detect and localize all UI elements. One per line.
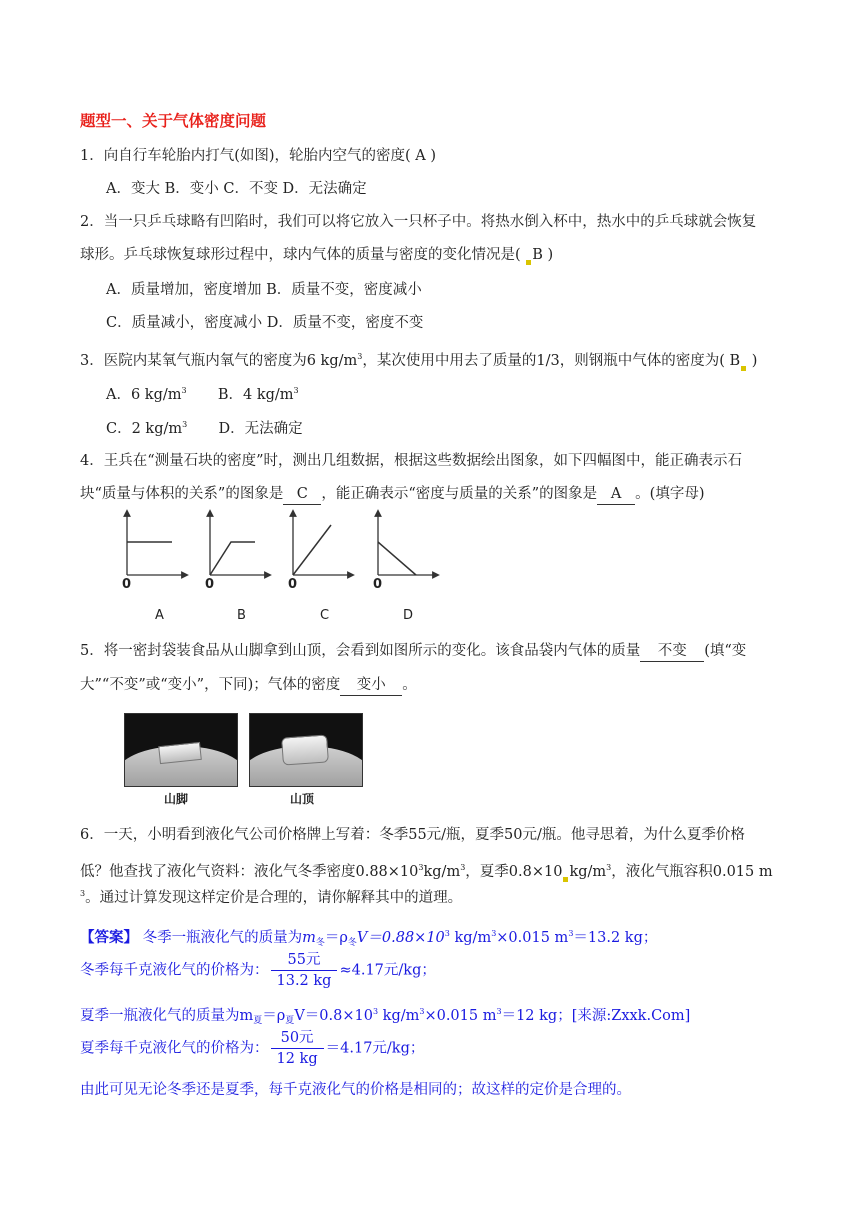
fraction-denominator: 13.2 kg <box>276 973 332 989</box>
answer-1-sub: 冬 <box>315 938 325 948</box>
q5-line2 <box>80 675 417 696</box>
q4-graphs <box>110 505 450 605</box>
answer-3-sub-rho: 夏 <box>285 1016 295 1026</box>
q5-line1-a: 5．将一密封袋装食品从山脚拿到山顶，会看到如图所示的变化。该食品袋内气体的质量 <box>80 643 641 659</box>
answer-1f: ＝13.2 kg； <box>573 930 658 946</box>
answer-3b: ＝ρ <box>262 1008 286 1024</box>
graph-d-origin: 0 <box>373 577 383 592</box>
q4-line2-b: ，能正确表示“密度与质量的关系”的图象是 <box>321 486 598 502</box>
exponent: 3 <box>181 386 187 395</box>
fraction-denominator: 12 kg <box>276 1051 318 1067</box>
answer-1e: ×0.015 m <box>496 930 569 946</box>
q6-line2-e: ，液化气瓶容积0.015 m <box>611 864 773 880</box>
photo2-caption: 山顶 <box>290 792 315 806</box>
q6-line1: 6．一天，小明看到液化气公司价格牌上写着：冬季55元/瓶，夏季50元/瓶。他寻思着，为什么夏季价格 <box>80 827 745 843</box>
answer-4a: 夏季每千克液化气的价格为： <box>80 1040 269 1057</box>
q2-line1: 2．当一只乒乓球略有凹陷时，我们可以将它放入一只杯子中。将热水倒入杯中，热水中的乒乓球就会恢复 <box>80 214 757 230</box>
q5-line1-b: (填“变 <box>704 643 747 659</box>
marker-square <box>526 260 531 265</box>
answer-conclusion: 由此可见无论冬季还是夏季，每千克液化气的价格是相同的；故这样的定价是合理的。 <box>80 1082 631 1098</box>
answer-1c: V＝0.88×10 <box>356 930 445 946</box>
answer-2b: ≈4.17元/kg； <box>339 962 436 979</box>
q3-stem-c: ) <box>747 353 758 369</box>
graph-a-label: A <box>155 608 164 623</box>
exponent: 3 <box>293 386 299 395</box>
exponent: 3 <box>491 929 497 938</box>
q3-option-b: B．4 kg/m <box>217 387 294 403</box>
q4-line1: 4．王兵在“测量石块的密度”时，测出几组数据，根据这些数据绘出图象，如下四幅图中，能正确表示石 <box>80 453 743 469</box>
q4-answer-2: A <box>597 484 635 505</box>
q3-option-c: C．2 kg/m <box>106 421 183 437</box>
answer-3f: ＝12 kg；[来源:Zxxk.Com] <box>501 1008 691 1024</box>
exponent: 3 <box>444 929 450 938</box>
answer-2a: 冬季每千克液化气的价格为： <box>80 962 269 979</box>
q6-line2-b: kg/m <box>423 864 461 880</box>
q2-options-2: C．质量减小，密度减小 D．质量不变，密度不变 <box>106 315 424 331</box>
q4-line2-a: 块“质量与体积的关系”的图象是 <box>80 486 284 502</box>
q2-answer: B <box>532 247 543 263</box>
answer-3e: ×0.015 m <box>424 1008 497 1024</box>
q5-line1 <box>80 641 746 662</box>
q6-line3 <box>80 884 462 908</box>
fraction-winter <box>271 950 338 991</box>
q2-stem: 球形。乒乓球恢复球形过程中，球内气体的质量与密度的变化情况是( <box>80 247 521 263</box>
exponent: 3 <box>460 863 466 872</box>
marker-square <box>563 877 568 882</box>
answer-1-sub-rho: 冬 <box>347 938 357 948</box>
graph-c-label: C <box>320 608 330 623</box>
q5-line2-b: 。 <box>402 677 417 693</box>
graph-b-label: B <box>237 608 246 623</box>
answer-tag: 【答案】 <box>80 929 138 946</box>
q3-options-ab <box>106 381 299 405</box>
answer-line2 <box>80 950 436 991</box>
q6-line2 <box>80 858 773 882</box>
q3-options-cd <box>106 415 303 439</box>
answer-line1 <box>80 924 657 953</box>
q5-line2-a: 大”“不变”或“变小”，下同)；气体的密度 <box>80 677 341 693</box>
fraction-numerator: 50元 <box>271 1028 324 1049</box>
q6-line2-c: ，夏季0.8×10 <box>465 864 563 880</box>
q6-line2-d: kg/m <box>569 864 607 880</box>
q3-option-a: A．6 kg/m <box>106 387 182 403</box>
graph-b <box>210 513 268 575</box>
q3-stem-b: ，某次使用中用去了质量的1/3，则钢瓶中气体的密度为( B <box>362 353 741 369</box>
graph-d-label: D <box>403 608 414 623</box>
answer-3d: kg/m <box>378 1008 420 1024</box>
exponent: 3 <box>606 863 612 872</box>
graph-c-origin: 0 <box>288 577 298 592</box>
q2-line2 <box>80 245 553 265</box>
q4-line2 <box>80 484 704 505</box>
graph-a <box>127 513 185 575</box>
answer-3-sub: 夏 <box>253 1016 263 1026</box>
exponent: 3 <box>496 1007 502 1016</box>
q6-line3-text: 。通过计算发现这样定价是合理的，请你解释其中的道理。 <box>85 890 463 906</box>
answer-1a: 冬季一瓶液化气的质量为 <box>138 930 303 946</box>
section-title: 题型一、关于气体密度问题 <box>80 111 267 130</box>
exponent: 3 <box>80 889 86 898</box>
q3-stem <box>80 347 757 371</box>
answer-4b: ＝4.17元/kg； <box>325 1040 425 1057</box>
q5-answer-1: 不变 <box>640 641 704 662</box>
graph-a-origin: 0 <box>122 577 132 592</box>
exponent: 3 <box>372 1007 379 1016</box>
q5-answer-2: 变小 <box>340 675 402 696</box>
fraction-numerator: 55元 <box>271 950 338 971</box>
answer-line3 <box>80 1002 690 1031</box>
q4-line2-c: 。(填字母) <box>635 486 705 502</box>
exponent: 3 <box>568 929 574 938</box>
q4-answer-1: C <box>283 484 321 505</box>
graph-d <box>378 513 436 575</box>
q6-line2-a: 低？他查找了液化气资料：液化气冬季密度0.88×10 <box>80 864 419 880</box>
marker-square <box>741 366 746 371</box>
q2-options-1: A．质量增加，密度增加 B．质量不变，密度减小 <box>106 282 422 298</box>
photo-mountain-top <box>249 713 363 787</box>
q3-option-d: D．无法确定 <box>218 421 303 437</box>
graph-b-origin: 0 <box>205 577 215 592</box>
exponent: 3 <box>419 1007 425 1016</box>
q1-stem: 1．向自行车轮胎内打气(如图)，轮胎内空气的密度( A ) <box>80 148 437 164</box>
answer-line4 <box>80 1028 424 1069</box>
photo1-caption: 山脚 <box>164 792 189 806</box>
food-bag-inflated <box>281 734 329 765</box>
q1-options: A．变大 B．变小 C．不变 D．无法确定 <box>106 181 367 197</box>
exponent: 3 <box>418 863 424 872</box>
answer-3a: 夏季一瓶液化气的质量为m <box>80 1008 254 1024</box>
answer-1d: kg/m <box>449 930 492 946</box>
q3-stem-a: 3．医院内某氧气瓶内氧气的密度为6 kg/m <box>80 353 358 369</box>
answer-3c: V＝0.8×10 <box>294 1008 373 1024</box>
q2-close: ) <box>547 247 554 263</box>
fraction-summer <box>271 1028 324 1069</box>
answer-1b: ＝ρ <box>324 930 348 946</box>
answer-1m: m <box>302 930 316 946</box>
photo-mountain-foot <box>124 713 238 787</box>
exponent: 3 <box>357 352 363 361</box>
graph-c <box>293 513 351 575</box>
exponent: 3 <box>182 420 188 429</box>
